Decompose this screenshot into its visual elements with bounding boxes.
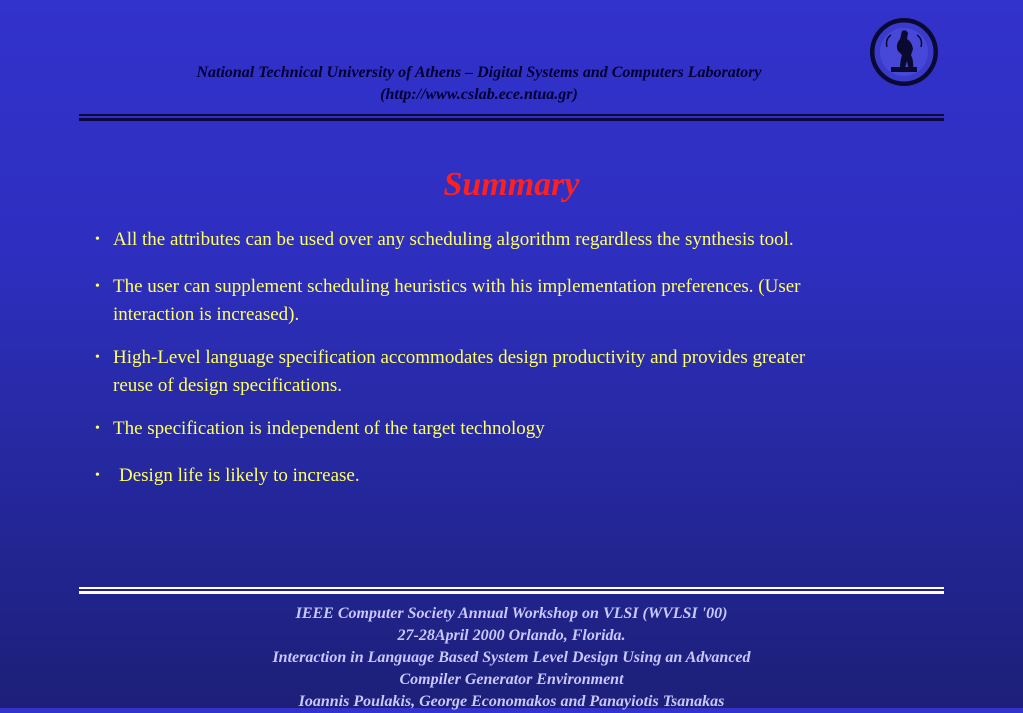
bullet-item — [95, 344, 885, 400]
bullet-marker: • — [95, 279, 100, 294]
bullet-text-continuation: reuse of design specifications. — [113, 375, 342, 396]
bullet-text: The specification is independent of the target technology — [113, 418, 545, 439]
header-institution: National Technical University of Athens – Digital Systems and Computers Laboratory — [196, 64, 762, 81]
footer-paper-title-cont: Compiler Generator Environment — [399, 671, 624, 688]
footer-divider — [79, 587, 944, 594]
slide-title: Summary — [443, 166, 580, 203]
bullet-item — [95, 462, 895, 490]
bullet-text: Design life is likely to increase. — [119, 465, 360, 486]
footer-paper-title: Interaction in Language Based System Level Design Using an Advanced — [272, 649, 751, 666]
slide-header — [0, 62, 958, 106]
footer-date-location: 27-28April 2000 Orlando, Florida. — [397, 627, 626, 644]
bullet-marker: • — [95, 232, 100, 247]
bullet-item — [95, 226, 895, 254]
bullet-text: High-Level language specification accommodates design productivity and provides greater — [113, 347, 806, 368]
slide-footer — [0, 603, 1023, 713]
bullet-item — [95, 273, 885, 329]
bullet-text: All the attributes can be used over any scheduling algorithm regardless the synthesis tool. — [113, 229, 794, 250]
bullet-text: The user can supplement scheduling heuristics with his implementation preferences. (User — [113, 276, 801, 297]
header-divider — [79, 114, 944, 121]
bullet-text-continuation: interaction is increased). — [113, 304, 300, 325]
footer-authors: Ioannis Poulakis, George Economakos and Panayiotis Tsanakas — [298, 693, 725, 710]
bullet-item — [95, 415, 895, 443]
footer-conference: IEEE Computer Society Annual Workshop on VLSI (WVLSI '00) — [295, 605, 728, 622]
header-url: (http://www.cslab.ece.ntua.gr) — [380, 86, 578, 103]
bullet-marker: • — [95, 421, 100, 436]
bullet-marker: • — [95, 468, 100, 483]
university-seal-icon — [869, 17, 939, 87]
bullet-marker: • — [95, 350, 100, 365]
